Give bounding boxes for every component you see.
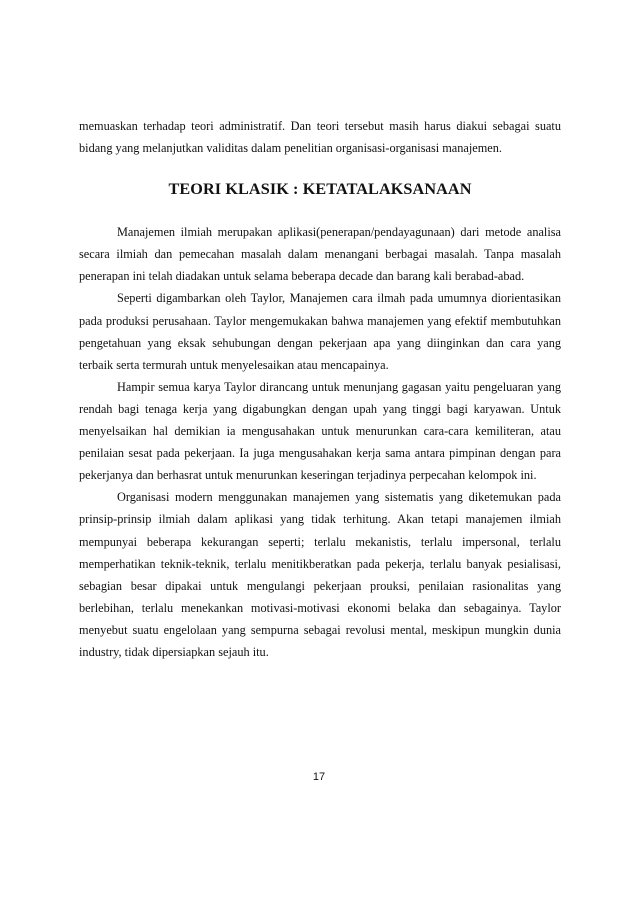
body-paragraph-1: Manajemen ilmiah merupakan aplikasi(penerapan/pendayagunaan) dari metode analisa secara ilmiah dan pemecahan masalah dalam menangani berbagai masalah. Tanpa masalah penerapan ini telah diadakan untuk selama beberapa decade dan barang kali berabad-abad. [79,225,561,284]
body-paragraph-2: Seperti digambarkan oleh Taylor, Manajemen cara ilmah pada umumnya diorientasikan pada produksi perusahaan. Taylor mengemukakan bahwa manajemen yang efektif membutuhkan pengetahuan yang eksak sehubungan dengan pekerjaan apa yang diinginkan dan cara yang terbaik serta termurah untuk menyelesaikan atau mencapainya. [79,291,561,372]
section-heading: TEORI KLASIK : KETATALAKSANAAN [168,180,472,199]
intro-paragraph: memuaskan terhadap teori administratif. Dan teori tersebut masih harus diakui sebagai suatu bidang yang melanjutkan validitas dalam penelitian organisasi-organisasi manajemen. [79,119,561,156]
body-paragraph-3: Hampir semua karya Taylor dirancang untuk menunjang gagasan yaitu pengeluaran yang rendah bagi tenaga kerja yang digabungkan dengan upah yang tinggi bagi karyawan. Untuk menyelsaikan hal demikian ia mengusahakan untuk menurunkan cara-cara kemiliteran, atau penilaian sesat pada pekerjaan. Ia juga mengusahakan kerja sama antara pimpinan dengan para pekerjanya dan berhasrat untuk menurunkan keseringan terjadinya perpecahan kelompok ini. [79,379,561,483]
page-number: 17 [312,771,326,783]
page-body [79,115,561,663]
body-paragraph-4: Organisasi modern menggunakan manajemen yang sistematis yang diketemukan pada prinsip-prinsip ilmiah dalam aplikasi yang tidak terhitung. Akan tetapi manajemen ilmiah mempunyai beberapa kekurangan seperti; terlalu mekanistis, terlalu impersonal, terlalu memperhatikan teknik-teknik, terlalu menitikberatkan pada pekerja, terlalu banyak pesialisasi, sebagian besar dipakai untuk mengulangi pekerjaan prouksi, penilaian rasionalitas yang berlebihan, terlalu menekankan motivasi-motivasi ekonomi belaka dan sebagainya. Taylor menyebut suatu engelolaan yang sempurna sebagai revolusi mental, meskipun mungkin dunia industry, tidak dipersiapkan sejauh itu. [79,490,561,659]
